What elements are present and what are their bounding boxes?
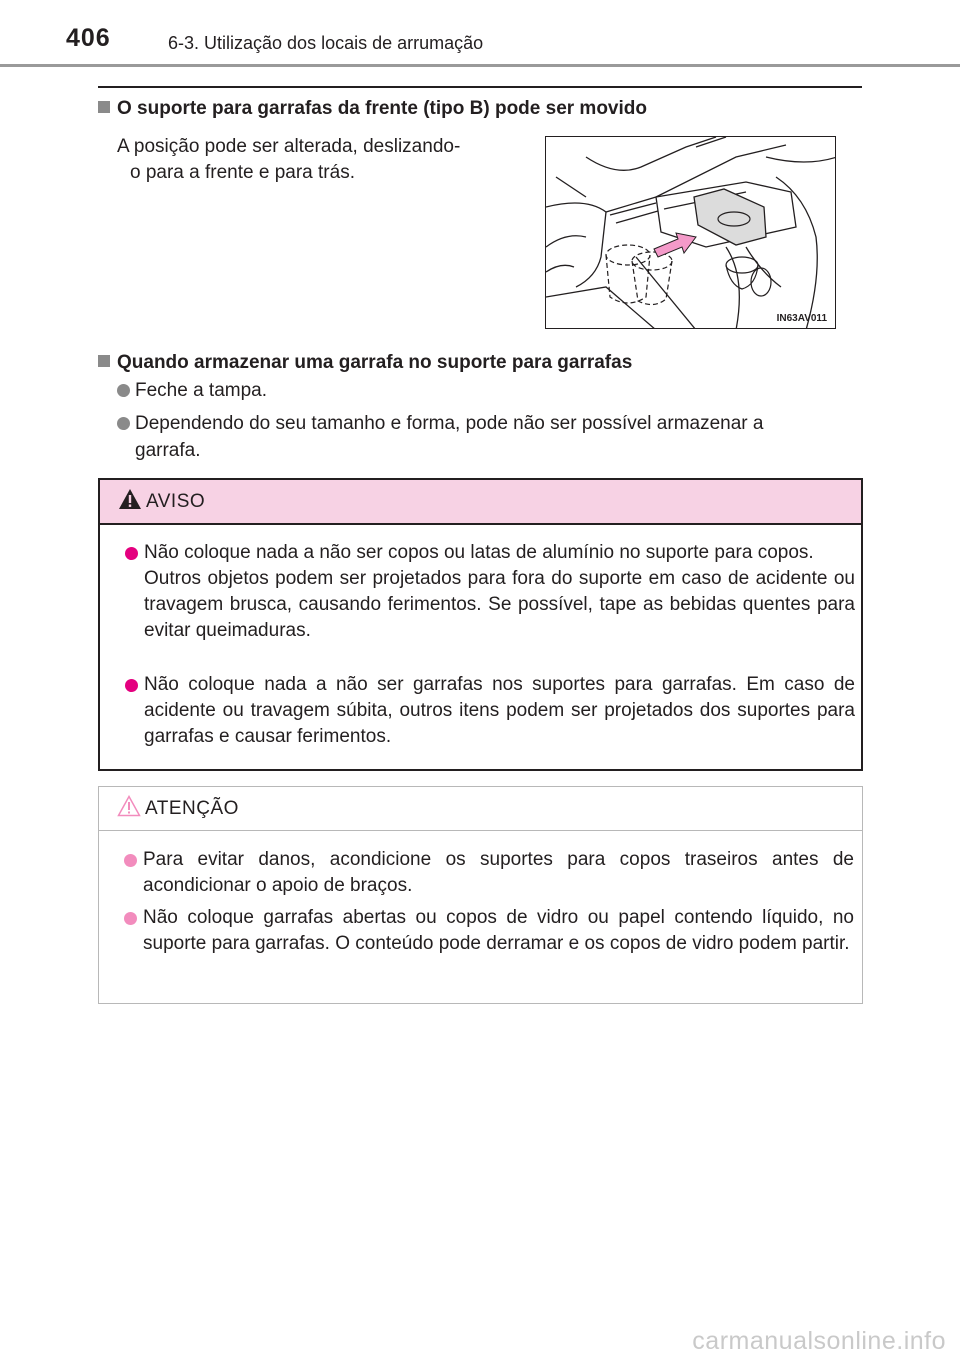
warning-item1-line1: Não coloque nada a não ser copos ou latas de alumínio no suporte para copos. [144,542,814,563]
caution-box [98,786,863,1004]
bullet-dot-icon [125,679,138,692]
warning-header [100,480,861,525]
page-header [0,0,960,70]
bullet-dot-icon [124,854,137,867]
section2-heading [98,352,632,374]
section1-heading [98,98,647,120]
section2-bullet-text: Dependendo do seu tamanho e forma, pode não ser possível armazenar a [135,413,764,434]
warning-triangle-icon [118,488,142,510]
warning-item [125,540,855,644]
caution-item [124,847,854,899]
watermark: carmanualsonline.info [692,1327,946,1355]
section2-bullet-text: Feche a tampa. [135,380,268,401]
caution-item [124,905,854,957]
chapter-title: 6-3. Utilização dos locais de arrumação [168,33,484,53]
caution-title: ATENÇÃO [145,798,239,819]
section2-bullet-continuation: garrafa. [135,440,201,461]
section2-bullet [117,410,862,437]
caution-item2-text: Não coloque garrafas abertas ou copos de vidro ou papel contendo líquido, no suporte para garrafas. O conteúdo pode derramar e os copos de vidro podem partir. [143,907,854,954]
page-number: 406 [66,24,111,52]
warning-item2-text: Não coloque nada a não ser garrafas nos suportes para garrafas. Em caso de acidente ou travagem súbita, outros itens podem ser projetados dos suportes para garrafas e causar ferimentos. [144,674,855,747]
header-divider [0,64,960,67]
bullet-dot-icon [117,417,130,430]
warning-item1-line2: Outros objetos podem ser projetados para fora do suporte em caso de acidente ou travagem brusca, causando ferimentos. Se possível, tape as bebidas quentes para evitar queimaduras. [144,568,855,641]
warning-item-text [144,540,855,644]
figure-code: IN63AV011 [776,313,827,324]
bottle-holder-illustration [545,136,836,329]
bullet-dot-icon [124,912,137,925]
section1-text-line2: o para a frente e para trás. [130,162,355,183]
console-drawing [546,137,836,329]
bullet-dot-icon [117,384,130,397]
caution-item1-text: Para evitar danos, acondicione os suportes para copos traseiros antes de acondicionar o apoio de braços. [143,849,854,896]
warning-box [98,478,863,771]
section-divider [98,86,862,88]
heading-square-icon [98,101,110,113]
warning-title: AVISO [146,491,206,512]
caution-triangle-icon [117,795,141,817]
section2-bullet [117,377,862,404]
heading-square-icon [98,355,110,367]
section1-heading-text: O suporte para garrafas da frente (tipo B) pode ser movido [117,98,647,119]
bullet-dot-icon [125,547,138,560]
warning-item [125,672,855,750]
section1-text-line1: A posição pode ser alterada, deslizando- [117,136,461,157]
section2-heading-text: Quando armazenar uma garrafa no suporte para garrafas [117,352,633,373]
caution-header [99,787,862,831]
